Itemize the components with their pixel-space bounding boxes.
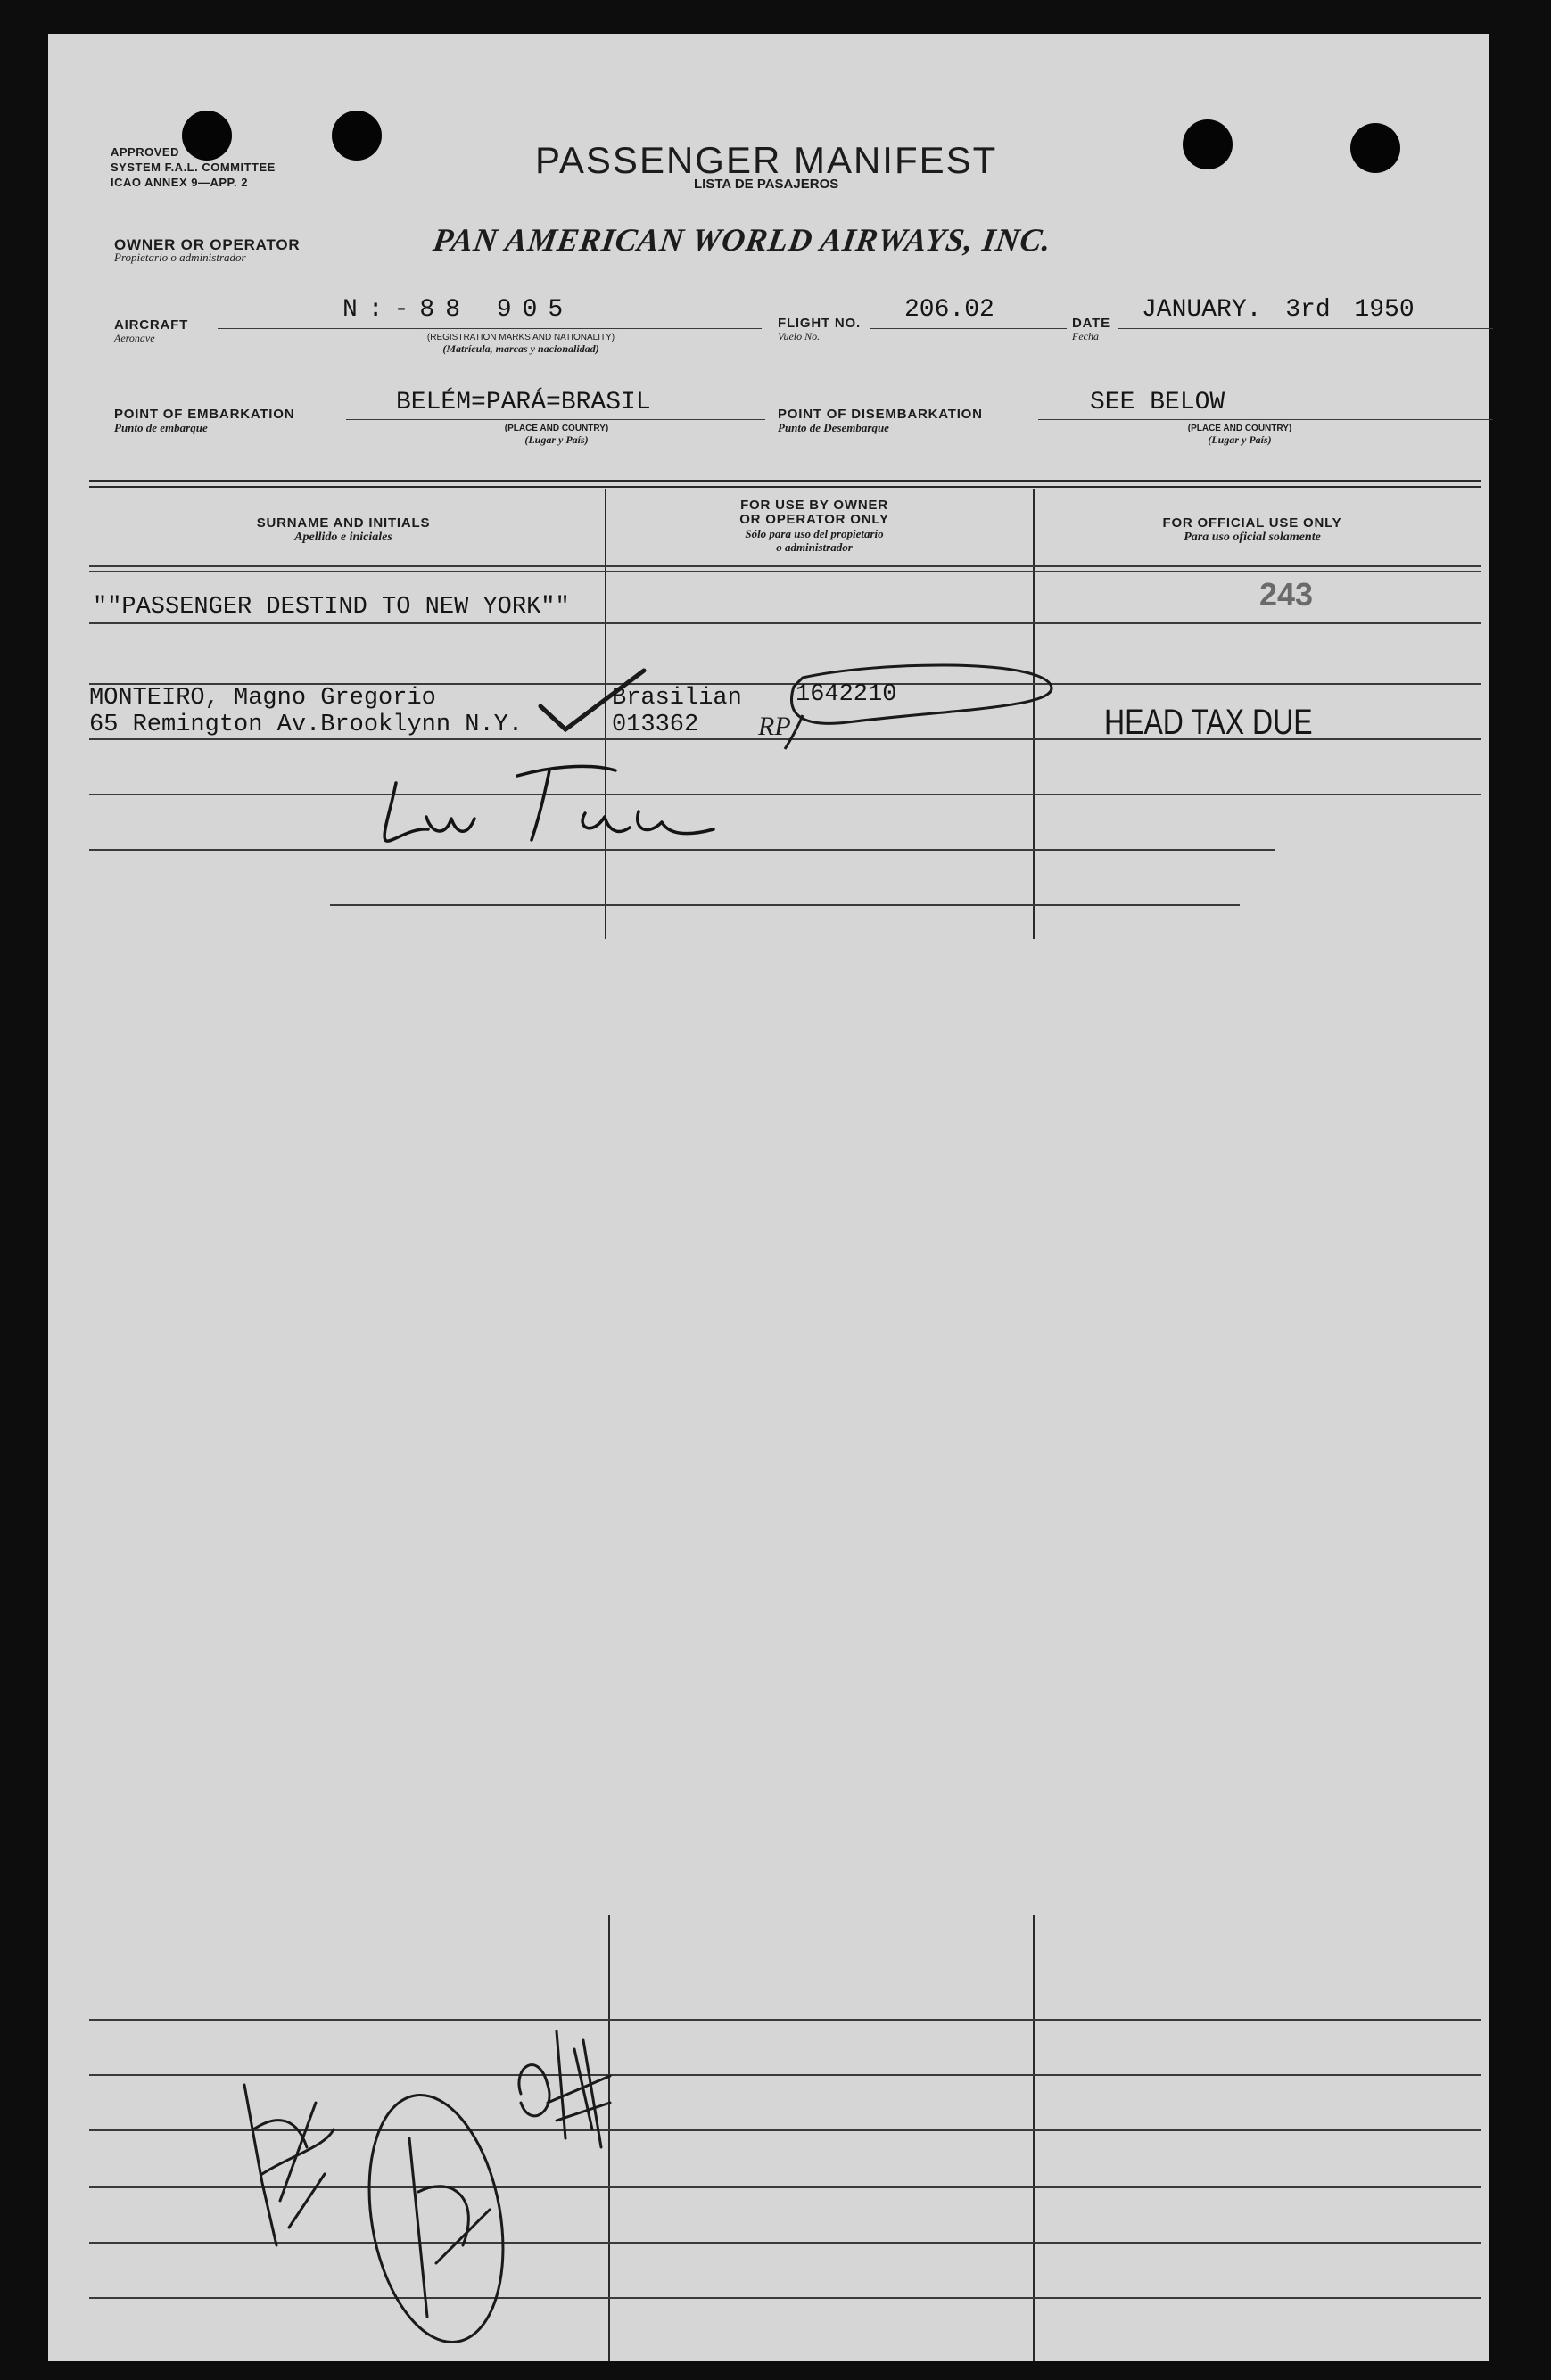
punch-hole-right-2 <box>1350 123 1400 173</box>
aircraft-field-line <box>218 328 762 329</box>
manifest-sheet <box>48 34 1489 2361</box>
circle-annotation-icon <box>767 662 1061 760</box>
lower-column-divider-2 <box>1033 1915 1035 2361</box>
punch-hole-left-2 <box>332 111 382 161</box>
official-stamp-number: 243 <box>1259 576 1314 613</box>
date-value: JANUARY. 3rd 1950 <box>1142 296 1415 324</box>
embarkation-caption-spanish: (Lugar y País) <box>524 433 589 446</box>
inspector-mark-2-icon <box>356 2085 516 2352</box>
disembarkation-field-line <box>1038 419 1493 420</box>
inspector-mark-3-icon <box>494 2014 619 2156</box>
column-header-owner-use-2: OR OPERATOR ONLY <box>739 512 889 527</box>
row-line-2 <box>89 571 1481 572</box>
aircraft-caption-spanish: (Matrícula, marcas y nacionalidad) <box>442 342 599 355</box>
table-top-rule-2 <box>89 486 1481 488</box>
table-top-rule-1 <box>89 480 1481 482</box>
aircraft-label-spanish: Aeronave <box>114 332 155 344</box>
row-line-6 <box>89 794 1481 795</box>
aircraft-label: AIRCRAFT <box>114 317 189 333</box>
owner-value: PAN AMERICAN WORLD AIRWAYS, INC. <box>431 222 1054 258</box>
manifest-title: PASSENGER MANIFEST <box>535 139 998 181</box>
embarkation-caption: (PLACE AND COUNTRY) <box>504 424 609 433</box>
approval-line-1: APPROVED <box>111 145 179 159</box>
flight-label: FLIGHT NO. <box>778 316 861 331</box>
disembarkation-label-spanish: Punto de Desembarque <box>778 421 889 434</box>
date-label-spanish: Fecha <box>1072 330 1099 342</box>
punch-hole-left-1 <box>182 111 232 161</box>
approval-line-2: SYSTEM F.A.L. COMMITTEE <box>111 161 276 174</box>
row-line-1 <box>89 565 1481 567</box>
embarkation-value: BELÉM=PARÁ=BRASIL <box>396 389 651 416</box>
column-header-official-spanish: Para uso oficial solamente <box>1184 531 1321 544</box>
date-label: DATE <box>1072 316 1110 331</box>
flight-field-line <box>870 328 1067 329</box>
punch-hole-right-1 <box>1183 119 1233 169</box>
passenger-address: 65 Remington Av.Brooklynn N.Y. <box>89 712 524 738</box>
row-line-3 <box>89 622 1481 624</box>
disembarkation-caption-spanish: (Lugar y País) <box>1208 433 1272 446</box>
passenger-name: MONTEIRO, Magno Gregorio <box>89 685 436 712</box>
date-field-line <box>1118 328 1493 329</box>
manifest-title-spanish: LISTA DE PASAJEROS <box>694 177 839 192</box>
passenger-document-number: 013362 <box>612 712 699 738</box>
column-header-surname: SURNAME AND INITIALS <box>256 515 431 531</box>
embarkation-field-line <box>346 419 765 420</box>
aircraft-value: N:-88 905 <box>342 296 574 324</box>
disembarkation-caption: (PLACE AND COUNTRY) <box>1187 424 1292 433</box>
column-header-owner-use-spanish-1: Sólo para uso del propietario <box>745 527 884 540</box>
embarkation-label-spanish: Punto de embarque <box>114 421 208 434</box>
column-header-official: FOR OFFICIAL USE ONLY <box>1162 515 1342 531</box>
approval-line-3: ICAO ANNEX 9—APP. 2 <box>111 176 248 189</box>
column-header-owner-use-spanish-2: o administrador <box>776 540 853 554</box>
column-header-owner-use-1: FOR USE BY OWNER <box>740 498 888 513</box>
flight-label-spanish: Vuelo No. <box>778 330 821 342</box>
disembarkation-value: SEE BELOW <box>1090 389 1225 416</box>
check-mark-icon <box>535 665 651 737</box>
embarkation-label: POINT OF EMBARKATION <box>114 407 295 422</box>
aircraft-caption: (REGISTRATION MARKS AND NATIONALITY) <box>426 333 615 342</box>
owner-label-spanish: Propietario o administrador <box>114 251 246 264</box>
passenger-circled-number: 1642210 <box>796 681 897 708</box>
inspector-mark-1-icon <box>227 2076 342 2254</box>
lower-row-line-6 <box>89 2297 1481 2299</box>
handwritten-signature-icon <box>375 754 731 852</box>
disembarkation-label: POINT OF DISEMBARKATION <box>778 407 983 422</box>
passenger-official-note: HEAD TAX DUE <box>1104 703 1313 742</box>
lower-row-line-1 <box>89 2019 1481 2021</box>
passenger-nationality: Brasilian <box>612 685 742 712</box>
flight-value: 206.02 <box>904 296 994 324</box>
row-line-8 <box>330 904 1240 906</box>
owner-label: OWNER OR OPERATOR <box>114 236 301 253</box>
destination-note: ""PASSENGER DESTIND TO NEW YORK"" <box>93 594 570 621</box>
column-header-surname-spanish: Apellido e iniciales <box>294 531 392 544</box>
passenger-initials: RP <box>758 712 791 741</box>
